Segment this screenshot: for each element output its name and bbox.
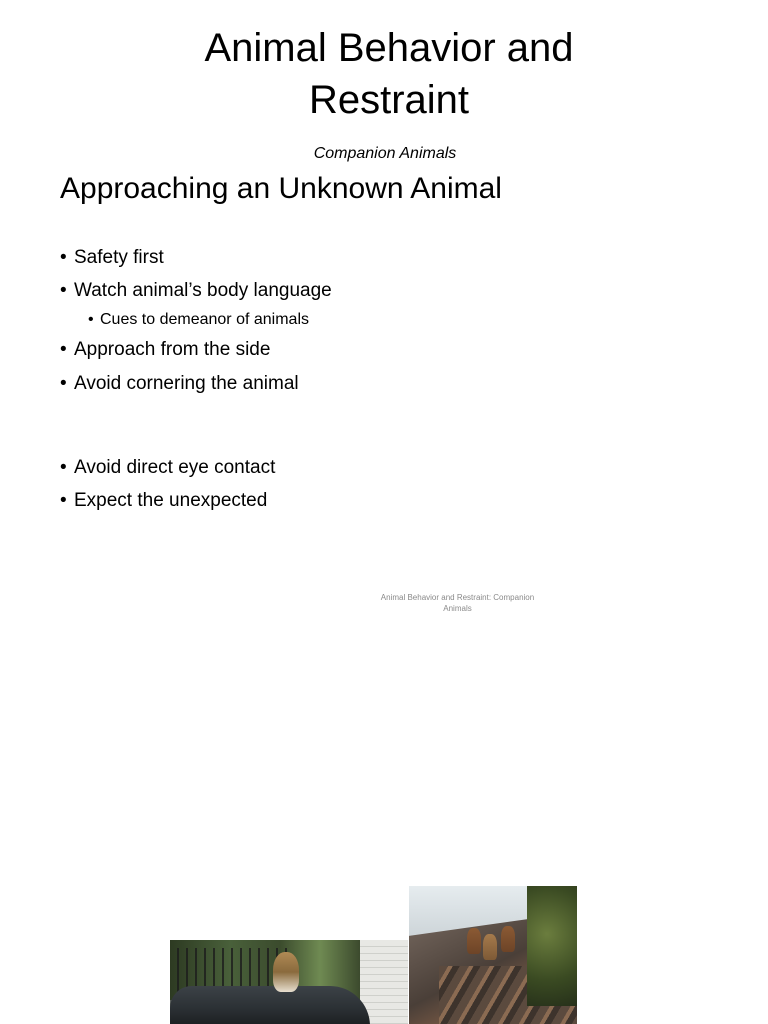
- photo-dog: [273, 952, 299, 992]
- bullet-body-language: • Watch animal’s body language: [60, 279, 332, 303]
- photo-dogs-on-roof: [409, 886, 577, 1024]
- photo-dog-2: [483, 934, 497, 960]
- subtitle: Companion Animals: [313, 145, 457, 162]
- page-title-line-1: Animal Behavior and: [204, 26, 574, 70]
- slide-footer-line-2: Animals: [443, 604, 472, 613]
- slide-footer: [380, 592, 535, 614]
- slide-footer-line-1: Animal Behavior and Restraint: Companion: [380, 593, 535, 602]
- photo-car-roof: [170, 986, 370, 1024]
- bullet-avoid-cornering: • Avoid cornering the animal: [60, 372, 299, 396]
- bullet-approach-side: • Approach from the side: [60, 338, 270, 362]
- page-title-line-2: Restraint: [308, 78, 470, 122]
- photo-dog-3: [501, 926, 515, 952]
- photo-dog-on-car: [170, 940, 408, 1024]
- photo-dog-1: [467, 928, 481, 954]
- page-title: [0, 22, 768, 126]
- slide-heading: Approaching an Unknown Animal: [60, 172, 502, 205]
- bullet-expect-unexpected: • Expect the unexpected: [60, 489, 267, 513]
- photo-tree: [527, 886, 577, 1006]
- bullet-avoid-eye-contact: • Avoid direct eye contact: [60, 456, 275, 480]
- sub-bullet-demeanor-cues: • Cues to demeanor of animals: [88, 308, 309, 332]
- bullet-safety-first: • Safety first: [60, 246, 164, 270]
